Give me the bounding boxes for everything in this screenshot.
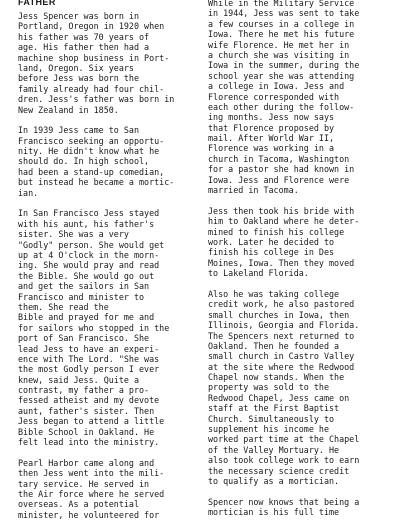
text-line: mortician is his full time — [208, 507, 340, 518]
text-line: school year she was attending — [208, 70, 355, 81]
text-line: supplement his income he — [208, 424, 330, 435]
right-column — [208, 0, 388, 528]
text-line: Oakland. Then he founded a — [208, 340, 340, 351]
text-line: ence with The Lord. "She was — [18, 353, 160, 364]
text-line: Iowa. There he met his future — [208, 29, 355, 40]
text-line: The Spencers next returned to — [208, 330, 355, 341]
text-line: overseas. As a potential — [18, 499, 140, 510]
text-line: property was sold to the — [208, 382, 330, 393]
text-line: with his aunt, his father's — [18, 218, 155, 229]
text-line: Francisco seeking an opportu- — [18, 135, 165, 146]
paragraph — [18, 458, 190, 520]
text-line: at the site where the Redwood — [208, 361, 355, 372]
paragraph — [18, 11, 190, 115]
text-line: should do. In high school, — [18, 156, 150, 167]
text-line: family already had four chil- — [18, 83, 165, 94]
text-line: nity. He didn't know what he — [18, 146, 160, 157]
text-line: Bible and prayed for me and — [18, 312, 155, 323]
text-line: to Lakeland Florida. — [208, 268, 309, 279]
text-line: his father was 70 years of — [18, 31, 150, 42]
text-line: machine shop business in Port- — [18, 52, 170, 63]
paragraph — [208, 206, 388, 279]
text-line: also took college work to earn — [208, 455, 360, 466]
text-line: for sailors who stopped in the — [18, 322, 170, 333]
text-line: Iowa. Jess and Florence were — [208, 174, 350, 185]
text-line: Spencer now knows that being a — [208, 496, 360, 507]
text-line: Redwood Chapel, Jess came on — [208, 392, 350, 403]
text-line: Portland, Oregon in 1920 when — [18, 21, 165, 32]
text-line: knew, said Jess. Quite a — [18, 374, 140, 385]
text-line: worked part time at the Chapel — [208, 434, 360, 445]
text-line: of the Valley Mortuary. He — [208, 444, 340, 455]
paragraph — [18, 208, 190, 447]
text-line: wife Florence. He met her in — [208, 39, 350, 50]
text-line: before Jess was born the — [18, 73, 140, 84]
text-line: church in Tacoma, Washington — [208, 153, 350, 164]
text-line: In 1939 Jess came to San — [18, 125, 140, 136]
text-line: minister, he volunteered for — [18, 509, 160, 520]
text-line: "Godly" person. She would get — [18, 239, 165, 250]
text-line: Iowa in the summer, during the — [208, 60, 360, 71]
text-line: port of San Francisco. She — [18, 333, 150, 344]
section-heading: FATHER — [18, 0, 56, 7]
text-line: the necessary science credit — [208, 465, 350, 476]
text-line: small churches in Iowa, then — [208, 309, 350, 320]
text-line: but instead he became a mortic- — [18, 177, 175, 188]
text-line: the Air force where he served — [18, 488, 165, 499]
text-line: and get the sailors in San — [18, 281, 150, 292]
text-line: age. His father then had a — [18, 42, 150, 53]
text-line: Jess began to attend a little — [18, 416, 165, 427]
text-line: a college in Iowa. Jess and — [208, 81, 345, 92]
paragraph — [18, 125, 190, 198]
text-line: New Zealand in 1850. — [18, 104, 119, 115]
text-line: to qualify as a mortician. — [208, 475, 340, 486]
text-line: ing months. Jess now says — [208, 112, 335, 123]
text-line: the most Godly person I ever — [18, 364, 160, 375]
text-line: Florence corresponded with — [208, 91, 340, 102]
text-line: Church. Simultaneously to — [208, 413, 335, 424]
left-column — [18, 0, 190, 531]
text-line: ing. She would pray and read — [18, 260, 160, 271]
text-line: Jess Spencer was born in — [18, 11, 140, 21]
text-line: a church she was visiting in — [208, 49, 350, 60]
text-line: work. Later he decided to — [208, 236, 335, 247]
text-line: him to Oakland where he deter- — [208, 216, 360, 227]
text-line: that Florence proposed by — [208, 122, 335, 133]
text-line: ian. — [18, 187, 39, 198]
text-line: Bible School in Oakland. He — [18, 426, 155, 437]
text-line: Francisco and minister to — [18, 291, 145, 302]
text-line: Also he was taking college — [208, 288, 340, 299]
text-line: Moines, Iowa. Then they moved — [208, 257, 355, 268]
text-line: Chapel now stands. When the — [208, 372, 345, 383]
text-line: dren. Jess's father was born in — [18, 94, 175, 105]
text-line: In San Francisco Jess stayed — [18, 208, 160, 219]
text-line: each other during the follow- — [208, 101, 355, 112]
text-line: small church in Castro Valley — [208, 351, 355, 362]
text-line: finish his college in Des — [208, 247, 335, 258]
text-line: staff at the First Baptist — [208, 403, 340, 414]
text-line: felt lead into the ministry. — [18, 437, 160, 448]
text-line: a few courses in a college in — [208, 18, 355, 29]
text-line: tary service. He served in — [18, 478, 150, 489]
text-line: mail. After World War II, — [208, 133, 335, 144]
text-line: then Jess went into the mili- — [18, 468, 165, 479]
text-line: Illinois, Georgia and Florida. — [208, 320, 360, 331]
text-line: Pearl Harbor came along and — [18, 457, 155, 468]
text-line: contrast, my father a pro- — [18, 385, 150, 396]
text-line: for a pastor she had known in — [208, 164, 355, 175]
text-line: Jess then took his bride with — [208, 205, 355, 216]
text-line: credit work, he also pastored — [208, 299, 355, 310]
text-line: mined to finish his college — [208, 226, 345, 237]
text-line: land, Oregon. Six years — [18, 62, 134, 73]
text-line: in 1944, Jess was sent to take — [208, 8, 360, 19]
text-line: them. She read the — [18, 301, 109, 312]
text-line: married in Tacoma. — [208, 185, 299, 196]
text-line: aunt, father's sister. Then — [18, 405, 155, 416]
text-line: fessed atheist and my devote — [18, 395, 160, 406]
text-line: lead Jess to have an experi- — [18, 343, 160, 354]
text-line: up at 4 O'clock in the morn- — [18, 249, 160, 260]
text-line: While in the Military Service — [208, 0, 355, 8]
text-line: had been a stand-up comedian, — [18, 166, 165, 177]
text-line: Florence was working in a — [208, 143, 335, 154]
paragraph — [208, 289, 388, 486]
text-line: sister. She was a very — [18, 229, 129, 240]
text-line: the Bible. She would go out — [18, 270, 155, 281]
paragraph — [208, 0, 388, 195]
paragraph — [208, 497, 388, 518]
